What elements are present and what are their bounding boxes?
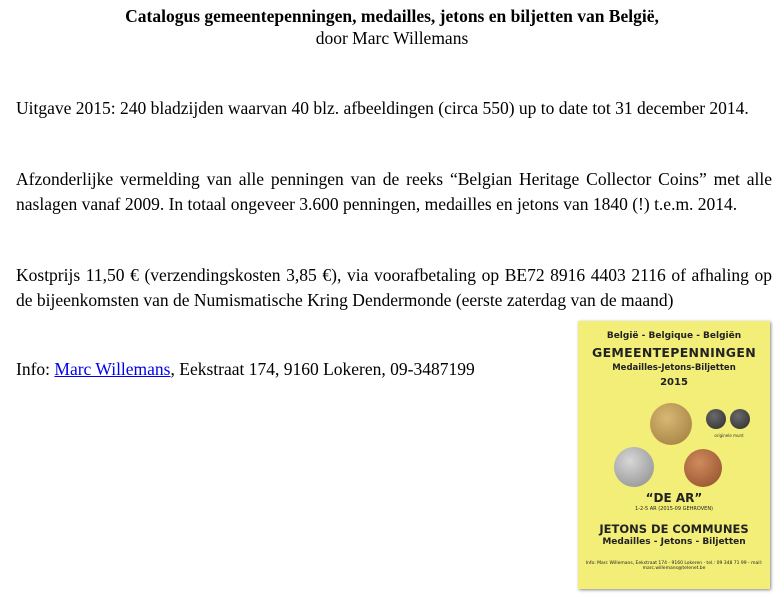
paragraph-edition: Uitgave 2015: 240 bladzijden waarvan 40 blz. afbeeldingen (circa 550) up to date tot 31 december 2014. bbox=[16, 98, 749, 118]
dark-coin-icon bbox=[730, 409, 750, 429]
catalogue-cover-image bbox=[578, 321, 770, 589]
dark-coin-icon bbox=[706, 409, 726, 429]
author-link[interactable]: Marc Willemans bbox=[54, 359, 171, 379]
info-suffix: , Eekstraat 174, 9160 Lokeren, 09-3487199 bbox=[170, 359, 475, 379]
cover-contact: Info: Marc Willemans, Eekstraat 174 - 9160 Lokeren · tel.: 09 348 71 99 - mail: marc.willemans@telenet.be bbox=[585, 561, 763, 571]
document-header bbox=[0, 5, 784, 49]
cover-de-ar-subtitle: 1-2-5 AR (2015-09 GEHROVEN) bbox=[634, 506, 714, 512]
info-prefix: Info: bbox=[16, 359, 55, 379]
cover-title: GEMEENTEPENNINGEN bbox=[592, 345, 756, 360]
gold-coin-icon bbox=[650, 403, 692, 445]
document-title: Catalogus gemeentepenningen, medailles, jetons en biljetten van België, bbox=[125, 6, 659, 26]
paragraph-info bbox=[16, 357, 576, 382]
paragraph-series: Afzonderlijke vermelding van alle penningen van de reeks “Belgian Heritage Collector Coins” met alle naslagen vanaf 2009. In totaal ongeveer 3.600 penningen, medailles en jetons van 1840 (!) t.e.m. 2014. bbox=[16, 169, 772, 214]
cover-de-ar: “DE AR” bbox=[645, 491, 703, 505]
cover-french-subtitle: Medailles - Jetons - Biljetten bbox=[602, 537, 746, 547]
cover-subtitle: Medailles-Jetons-Biljetten bbox=[612, 363, 736, 373]
cover-coin-note: originele munt bbox=[714, 433, 744, 438]
paragraph-price: Kostprijs 11,50 € (verzendingskosten 3,85 €), via voorafbetaling op BE72 8916 4403 2116 of afhaling op de bijeenkomsten van de Numismatische Kring Dendermonde (eerste zaterdag van de maand) bbox=[16, 265, 772, 310]
cover-french-title: JETONS DE COMMUNES bbox=[599, 522, 749, 536]
document-author: door Marc Willemans bbox=[315, 28, 469, 48]
copper-coin-icon bbox=[684, 449, 722, 487]
cover-year: 2015 bbox=[660, 377, 688, 388]
cover-countries: België - Belgique - Belgiën bbox=[606, 331, 742, 341]
silver-coin-icon bbox=[614, 447, 654, 487]
